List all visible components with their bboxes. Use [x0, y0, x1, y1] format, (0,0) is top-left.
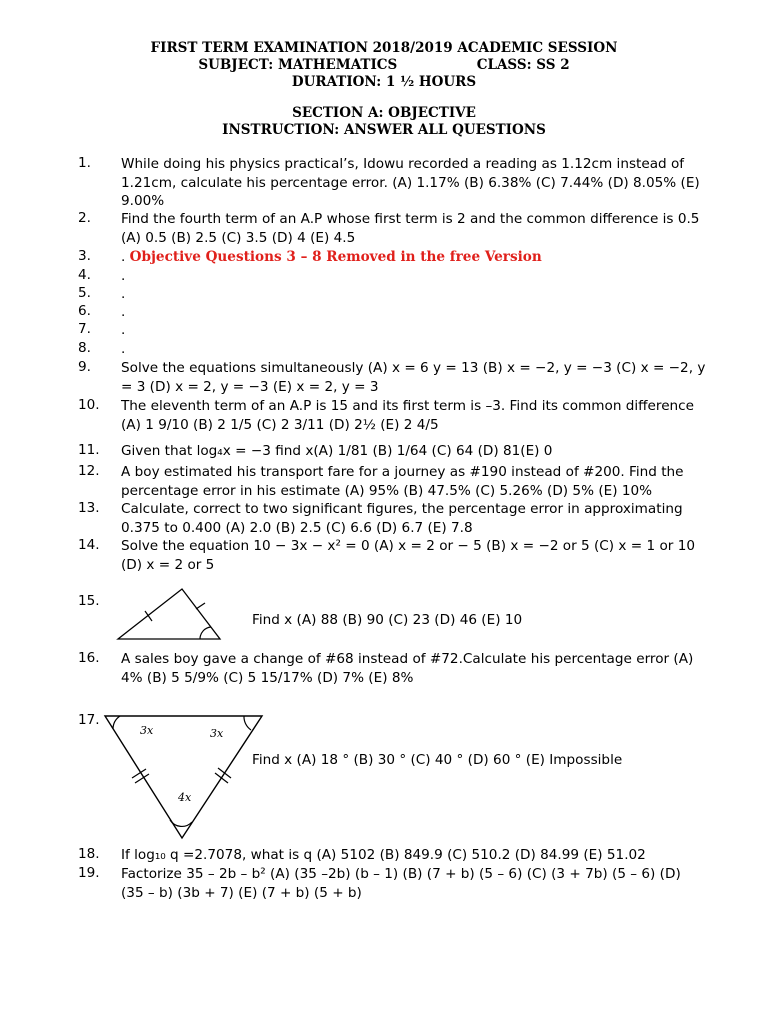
question-text: Solve the equation 10 − 3x − x² = 0 (A) x = 2 or − 5 (B) x = −2 or 5 (C) x = 1 or 10 (D) x = 2 or 5: [121, 538, 695, 573]
section-title: SECTION A: OBJECTIVE: [292, 105, 476, 121]
isosceles-triangle-figure: [112, 585, 224, 641]
question-number: 1.: [78, 155, 91, 171]
question-number: 13.: [78, 500, 100, 516]
instruction-text: INSTRUCTION: ANSWER ALL QUESTIONS: [222, 122, 546, 138]
angle-label-right: 3x: [210, 727, 224, 740]
angle-label-bottom: 4x: [178, 791, 192, 804]
question-dot: .: [121, 249, 130, 265]
question-number: 11.: [78, 442, 100, 458]
duration-label: DURATION: 1 ½ HOURS: [291, 74, 477, 90]
angle-label-left: 3x: [140, 724, 154, 737]
question-number: 16.: [78, 650, 100, 666]
question-text: Solve the equations simultaneously (A) x = 6 y = 13 (B) x = −2, y = −3 (C) x = −2, y = 3 (D) x = 2, y = −3 (E) x = 2, y = 3: [121, 360, 706, 395]
question-17-text: Find x (A) 18 ° (B) 30 ° (C) 40 ° (D) 60 ° (E) Impossible: [252, 752, 623, 768]
question-number: 8.: [78, 340, 91, 356]
question-text: .: [121, 268, 126, 284]
removed-notice: Objective Questions 3 – 8 Removed in the free Version: [129, 249, 542, 265]
triangle-4x-figure: [100, 710, 270, 840]
question-number: 5.: [78, 285, 91, 301]
question-text: [121, 248, 706, 267]
question-number: 7.: [78, 321, 91, 337]
question-number: 3.: [78, 248, 91, 264]
question-text: .: [121, 322, 126, 338]
question-number: 6.: [78, 303, 91, 319]
question-text: .: [121, 286, 126, 302]
question-15-text: Find x (A) 88 (B) 90 (C) 23 (D) 46 (E) 10: [252, 612, 523, 628]
question-text: Factorize 35 – 2b – b² (A) (35 –2b) (b – 1) (B) (7 + b) (5 – 6) (C) (3 + 7b) (5 – 6) (D) (35 – b) (3b + 7) (E) (7 + b) (5 + b): [121, 866, 681, 901]
subject-class-line: [0, 57, 768, 73]
exam-title: FIRST TERM EXAMINATION 2018/2019 ACADEMIC SESSION: [150, 40, 618, 56]
question-number: 9.: [78, 359, 91, 375]
question-text: If log₁₀ q =2.7078, what is q (A) 5102 (B) 849.9 (C) 510.2 (D) 84.99 (E) 51.02: [121, 847, 646, 863]
question-number: 10.: [78, 397, 100, 413]
question-text: Find the fourth term of an A.P whose first term is 2 and the common difference is 0.5 (A) 0.5 (B) 2.5 (C) 3.5 (D) 4 (E) 4.5: [121, 211, 700, 246]
question-number: 14.: [78, 537, 100, 553]
question-number: 19.: [78, 865, 100, 881]
question-text: .: [121, 304, 126, 320]
class-label: CLASS: SS 2: [476, 57, 570, 73]
question-number: 4.: [78, 267, 91, 283]
question-number: 15.: [78, 593, 100, 609]
question-number: 2.: [78, 210, 91, 226]
question-text: Given that log₄x = −3 find x(A) 1/81 (B) 1/64 (C) 64 (D) 81(E) 0: [121, 443, 553, 459]
question-text: Calculate, correct to two significant figures, the percentage error in approximating 0.375 to 0.400 (A) 2.0 (B) 2.5 (C) 6.6 (D) 6.7 (E) 7.8: [121, 501, 683, 536]
question-text: A sales boy gave a change of #68 instead of #72.Calculate his percentage error (A) 4% (B) 5 5/9% (C) 5 15/17% (D) 7% (E) 8%: [121, 651, 694, 686]
question-number: 12.: [78, 463, 100, 479]
question-number: 17.: [78, 712, 100, 728]
question-number: 18.: [78, 846, 100, 862]
question-text: The eleventh term of an A.P is 15 and its first term is –3. Find its common difference (A) 1 9/10 (B) 2 1/5 (C) 2 3/11 (D) 2½ (E) 2 4/5: [121, 398, 695, 433]
question-text: While doing his physics practical’s, Idowu recorded a reading as 1.12cm instead of 1.21cm, calculate his percentage error. (A) 1.17% (B) 6.38% (C) 7.44% (D) 8.05% (E) 9.00%: [121, 156, 700, 209]
question-text: .: [121, 341, 126, 357]
question-text: A boy estimated his transport fare for a journey as #190 instead of #200. Find the percentage error in his estimate (A) 95% (B) 47.5% (C) 5.26% (D) 5% (E) 10%: [121, 464, 684, 499]
subject-label: SUBJECT: MATHEMATICS: [198, 57, 398, 73]
